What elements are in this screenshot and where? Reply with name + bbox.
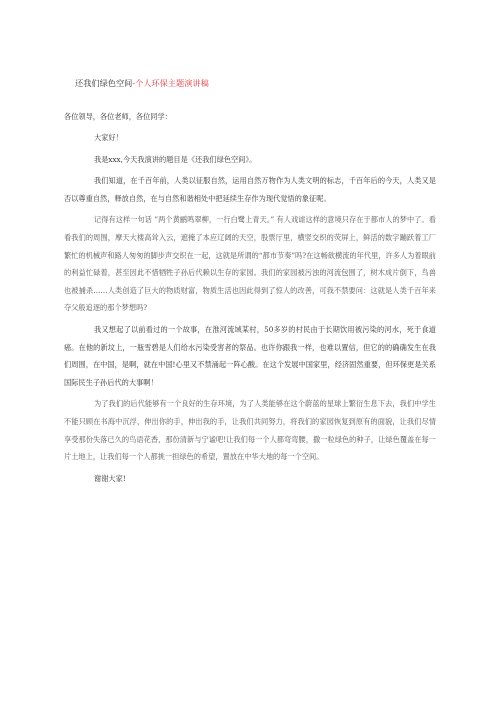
paragraph-nature: 我们知道，在千百年前，人类以征服自然，运用自然万物作为人类文明的标志，千百年后的今天，人类又是否以尊重自然，释放自然，在与自然和谐相处中把延续生存作为现代觉悟的象征呢。 <box>64 176 436 203</box>
title-subtitle: -个人环保主题演讲稿 <box>132 78 209 88</box>
document-page <box>64 78 436 491</box>
paragraph-thanks: 谢谢大家! <box>94 473 126 483</box>
greeting: 大家好！ <box>94 133 123 142</box>
document-title <box>75 78 436 89</box>
salutation: 各位领导，各位老师，各位同学： <box>64 112 172 121</box>
paragraph-story: 我又想起了以前看过的一个故事，在淮河流域某村，50多岁的村民由于长期饮用被污染的河水，死于食道癌。在他的新坟上，一瓶雪碧是人们给水污染受害者的祭品。也许你跟我一样，也难以置信，但它的的确确发生在我们周围，在中国，是啊，就在中国!心里又不禁涌起一阵心酸。在这个发展中国家里，经济固然重要，但环保更是关系国际民生子孙后代的大事啊！ <box>64 324 436 387</box>
title-main: 还我们绿色空间 <box>75 78 133 88</box>
paragraph-city: 记得有这样一句话 ”两个黄鹂鸣翠柳，一行白鹭上青天。” 有人戏谑这样的意境只存在于都市人的梦中了。看看我们的周围，摩天大楼高耸入云，遮掩了本应辽阔的天空，股票厅里，横竖交织的荧屏上，鲜活的数字蹦跃着工厂繁忙的机械声和路人匆匆的脚步声交织在一起，这就是所谓的“都市节奏”吗?在这畅欲横流的年代里，许多人为着眼前的利益忙碌着，甚至因此不惜牺牲子孙后代赖以生存的家园。我们的家园被污浊的河流包围了，树木成片倒下，鸟兽也被捕杀……人类创造了巨大的物质财富，物质生活也因此得到了惊人的改善，可我不禁要问：这就是人类千百年来夺父般追逐的那个梦想吗? <box>64 215 436 313</box>
paragraph-intro: 我是xxx,今天我演讲的题目是《还我们绿色空间》。 <box>94 154 257 164</box>
paragraph-call-to-action: 为了我们的后代能够有一个良好的生存环境，为了人类能够在这个蔚蓝的星球上繁衍生息下去，我们中学生不能只顾在书海中沉浮，伸出你的手，伸出我的手，让我们共同努力，将我们的家园恢复到原有的面貌，让我们尽情享受那份失落已久的鸟语花香，那份清新与宁谧吧!让我们每一个人都弯弯腰，撒一粒绿色的种子，让绿色覆盖在每一片土地上，让我们每一个人都挑一担绿色的希望，置放在中华大地的每一个空间。 <box>64 399 436 462</box>
